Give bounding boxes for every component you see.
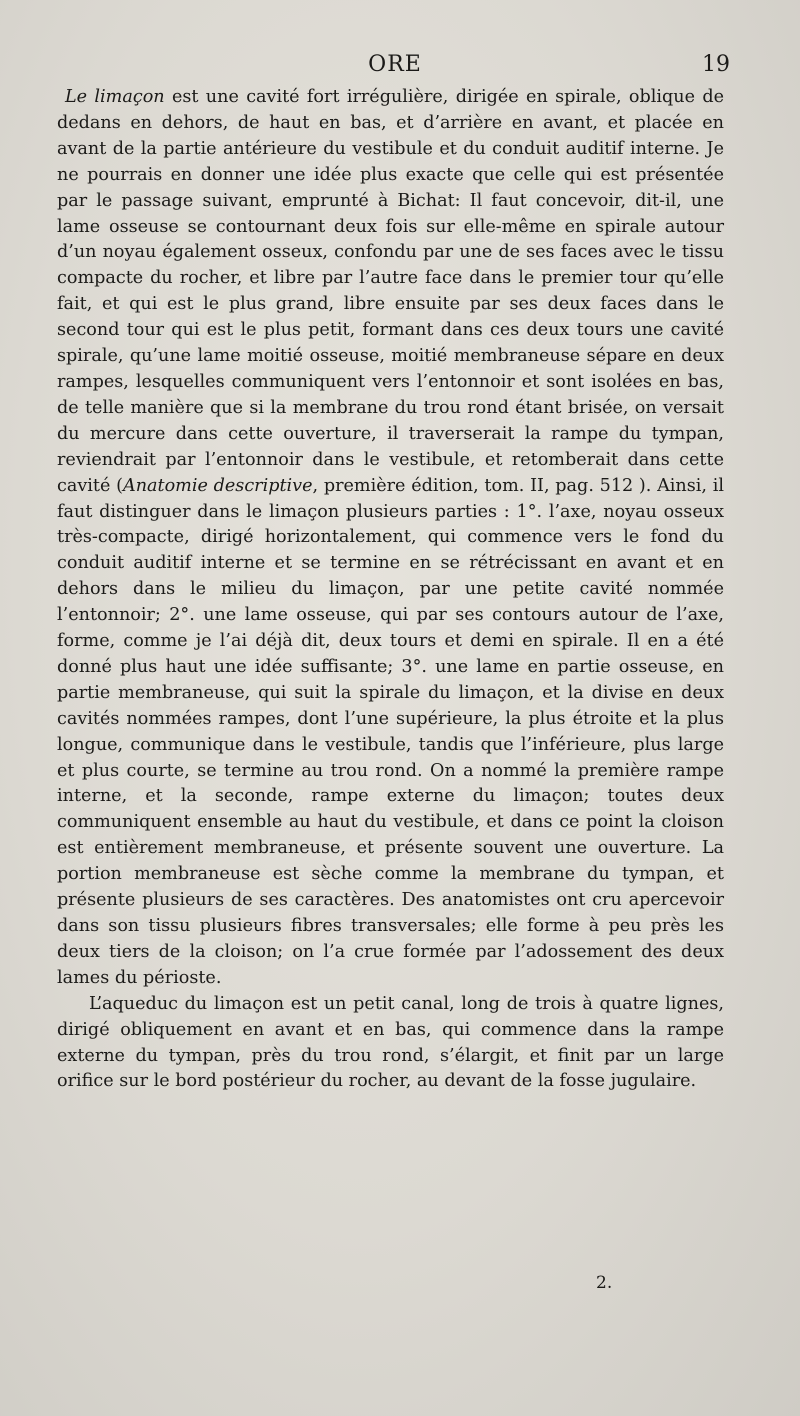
page-number: 19: [702, 52, 730, 77]
term-italic: Le limaçon: [65, 87, 165, 107]
body-text: [57, 85, 724, 1095]
signature-mark: 2.: [596, 1273, 613, 1293]
paragraph-limacon: [57, 85, 724, 992]
paragraph-text: L’aqueduc du limaçon est un petit canal, long de trois à quatre lignes, dirigé obliquement en avant et en bas, qui commence dans la rampe externe du tympan, près du trou rond, s’élargit, et finit par un large orifice sur le bord postérieur du rocher, au devant de la fosse jugulaire.: [57, 993, 724, 1092]
page-header: [56, 50, 734, 86]
running-head: ORE: [368, 52, 422, 77]
paragraph-aqueduc: [57, 992, 724, 1096]
paragraph-text: est une cavité fort irrégulière, dirigée en spirale, oblique de dedans en dehors, de haut en bas, et d’arrière en avant, et placée en avant de la partie antérieure du vestibule et du conduit auditif interne. Je ne pourrais en donner une idée plus exacte que celle qui est présentée par le passage suivant, emprunté à Bichat: Il faut concevoir, dit-il, une lame osseuse se contournant deux fois sur elle-même en spirale autour d’un noyau également osseux, confondu par une de ses faces avec le tissu compacte du rocher, et libre par l’autre face dans le premier tour qu’elle fait, et qui est le plus grand, libre ensuite par ses deux faces dans le second tour qui est le plus petit, formant dans ces deux tours une cavité spirale, qu’une lame moitié osseuse, moitié membraneuse sépare en deux rampes, lesquelles communiquent vers l’entonnoir et sont isolées en bas, de telle manière que si la membrane du trou rond étant brisée, on versait du mercure dans cette ouverture, il traverserait la rampe du tympan, reviendrait par l’entonnoir dans le vestibule, et retomberait dans cette cavité (: [57, 87, 724, 496]
paragraph-text-continued: , première édition, tom. II, pag. 512 ). Ainsi, il faut distinguer dans le limaçon plusieurs parties : 1°. l’axe, noyau osseux très-compacte, dirigé horizontalement, qui commence vers le fond du conduit auditif interne et se termine en se rétrécissant en avant et en dehors dans le milieu du limaçon, par une petite cavité nommée l’entonnoir; 2°. une lame osseuse, qui par ses contours autour de l’axe, forme, comme je l’ai déjà dit, deux tours et demi en spirale. Il en a été donné plus haut une idée suffisante; 3°. une lame en partie osseuse, en partie membraneuse, qui suit la spirale du limaçon, et la divise en deux cavités nommées rampes, dont l’une supérieure, la plus étroite et la plus longue, communique dans le vestibule, tandis que l’inférieure, plus large et plus courte, se termine au trou rond. On a nommé la première rampe interne, et la seconde, rampe externe du limaçon; toutes deux communiquent ensemble au haut du vestibule, et dans ce point la cloison est entièrement membraneuse, et présente souvent une ouverture. La portion membraneuse est sèche comme la membrane du tympan, et présente plusieurs de ses caractères. Des anatomistes ont cru apercevoir dans son tissu plusieurs fibres transversales; elle forme à peu près les deux tiers de la cloison; on l’a crue formée par l’adossement des deux lames du périoste.: [57, 475, 724, 988]
citation-title: Anatomie descriptive: [122, 475, 313, 496]
